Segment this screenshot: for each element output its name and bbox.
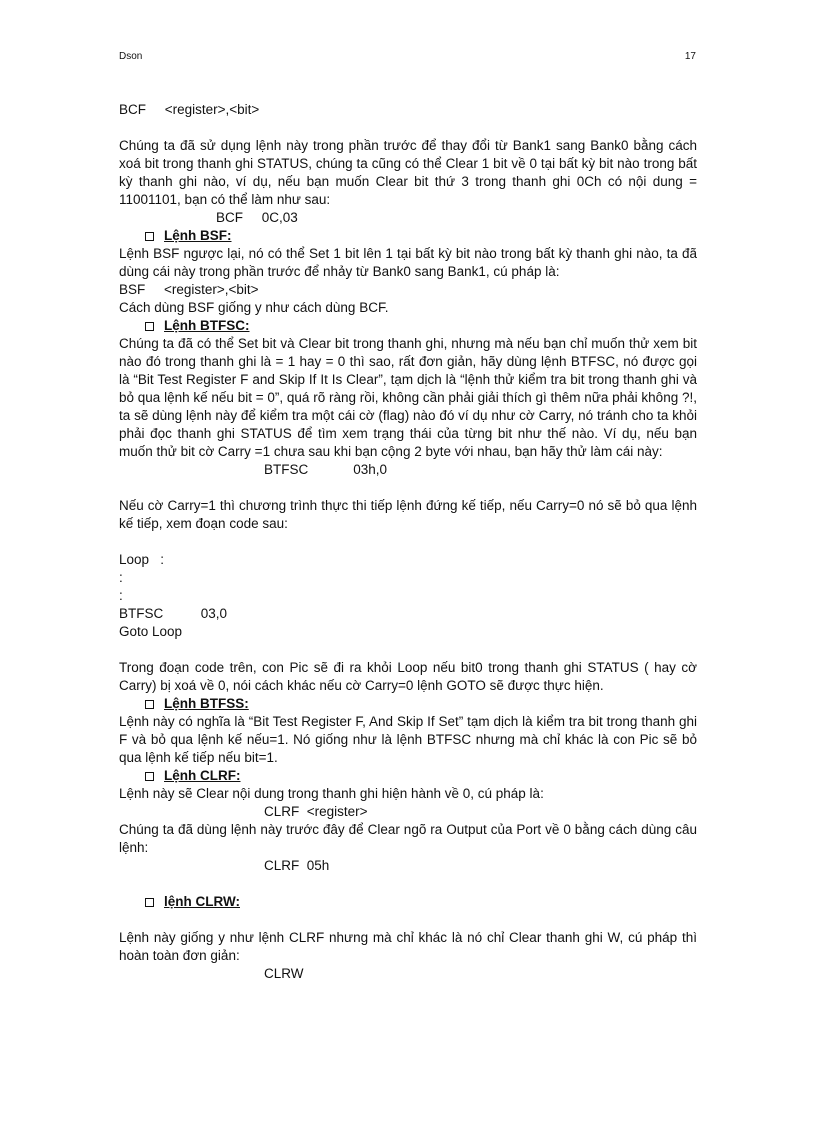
page-number: 17 xyxy=(684,51,696,62)
checkbox-bullet-icon xyxy=(145,232,154,241)
bcf-example: BCF 0C,03 xyxy=(216,210,298,225)
heading-clrw: lệnh CLRW: xyxy=(145,893,697,911)
clrf-syntax: CLRF <register> xyxy=(264,804,368,819)
bcf-description: Chúng ta đã sử dụng lệnh này trong phần trước để thay đổi từ Bank1 sang Bank0 bằng cách xoá bit trong thanh ghi STATUS, chúng ta cũng có thể Clear 1 bit về 0 tại bất kỳ bit nào trong bất kỳ thanh ghi nào, ví dụ, nếu bạn muốn Clear bit thứ 3 trong thanh ghi 0Ch có nội dung = 11001101, bạn có thể làm như sau: xyxy=(119,138,697,207)
clrw-syntax: CLRW xyxy=(264,966,304,981)
bcf-syntax: BCF <register>,<bit> xyxy=(119,102,260,117)
heading-btfss: Lệnh BTFSS: xyxy=(145,695,697,713)
code-line: Goto Loop xyxy=(119,624,183,639)
document-body xyxy=(119,101,697,983)
checkbox-bullet-icon xyxy=(145,700,154,709)
code-line: : xyxy=(119,588,123,603)
checkbox-bullet-icon xyxy=(145,772,154,781)
checkbox-bullet-icon xyxy=(145,898,154,907)
btfsc-after: Trong đoạn code trên, con Pic sẽ đi ra khỏi Loop nếu bit0 trong thanh ghi STATUS ( hay cờ Carry) bị xoá về 0, nói cách khác nếu cờ Carry=0 lệnh GOTO sẽ được thực hiện. xyxy=(119,660,697,693)
btfsc-explain: Nếu cờ Carry=1 thì chương trình thực thi tiếp lệnh đứng kế tiếp, nếu Carry=0 nó sẽ bỏ qua lệnh kế tiếp, xem đoạn code sau: xyxy=(119,498,697,531)
code-line: Loop : xyxy=(119,552,165,567)
clrw-description: Lệnh này giống y như lệnh CLRF nhưng mà chỉ khác là nó chỉ Clear thanh ghi W, cú pháp thì hoàn toàn đơn giản: xyxy=(119,930,697,963)
bsf-description: Lệnh BSF ngược lại, nó có thể Set 1 bit lên 1 tại bất kỳ bit nào trong bất kỳ thanh ghi nào, ta đã dùng cái này trong phần trước để nhảy từ Bank0 sang Bank1, cú pháp là: xyxy=(119,246,697,279)
code-line: : xyxy=(119,570,123,585)
heading-bsf: Lệnh BSF: xyxy=(145,227,697,245)
clrf-description: Lệnh này sẽ Clear nội dung trong thanh ghi hiện hành về 0, cú pháp là: xyxy=(119,786,544,801)
heading-clrf: Lệnh CLRF: xyxy=(145,767,697,785)
btfsc-description: Chúng ta đã có thể Set bit và Clear bit trong thanh ghi, nhưng mà nếu bạn chỉ muốn thử xem bit nào đó trong thanh ghi là = 1 hay = 0 thì sao, rất đơn giản, hãy dùng lệnh BTFSC, nó được gọi là “Bit Test Register F and Skip If It Is Clear”, tạm dịch là “lệnh thử kiểm tra bit trong thanh ghi và bỏ qua lệnh kế nếu bit = 0”, quá rõ ràng rồi, không cần phải giải thích gì thêm nữa phải không ?!, ta sẽ dùng lệnh này để kiểm tra một cái cờ (flag) nào đó ví dụ như cờ Carry, nó tránh cho ta khỏi phải đọc thanh ghi STATUS để tìm xem trạng thái của từng bit như thế nào. Ví dụ, nếu bạn muốn thử bit cờ Carry =1 chưa sau khi bạn cộng 2 byte với nhau, bạn hãy thử làm cái này: xyxy=(119,336,697,459)
bsf-note: Cách dùng BSF giống y như cách dùng BCF. xyxy=(119,300,389,315)
clrf-example: CLRF 05h xyxy=(264,858,330,873)
bsf-syntax: BSF <register>,<bit> xyxy=(119,282,259,297)
header-left: Dson xyxy=(119,51,143,62)
heading-btfsc: Lệnh BTFSC: xyxy=(145,317,697,335)
code-line: BTFSC 03,0 xyxy=(119,606,228,621)
btfsc-example: BTFSC 03h,0 xyxy=(264,462,388,477)
clrf-description-2: Chúng ta đã dùng lệnh này trước đây để Clear ngõ ra Output của Port về 0 bằng cách dùng câu lệnh: xyxy=(119,822,697,855)
checkbox-bullet-icon xyxy=(145,322,154,331)
btfss-description: Lệnh này có nghĩa là “Bit Test Register F, And Skip If Set” tạm dịch là kiểm tra bit trong thanh ghi F và bỏ qua lệnh kế nếu=1. Nó giống như là lệnh BTFSC nhưng mà chỉ khác là con Pic sẽ bỏ qua lệnh kế tiếp nếu bit=1. xyxy=(119,714,697,765)
